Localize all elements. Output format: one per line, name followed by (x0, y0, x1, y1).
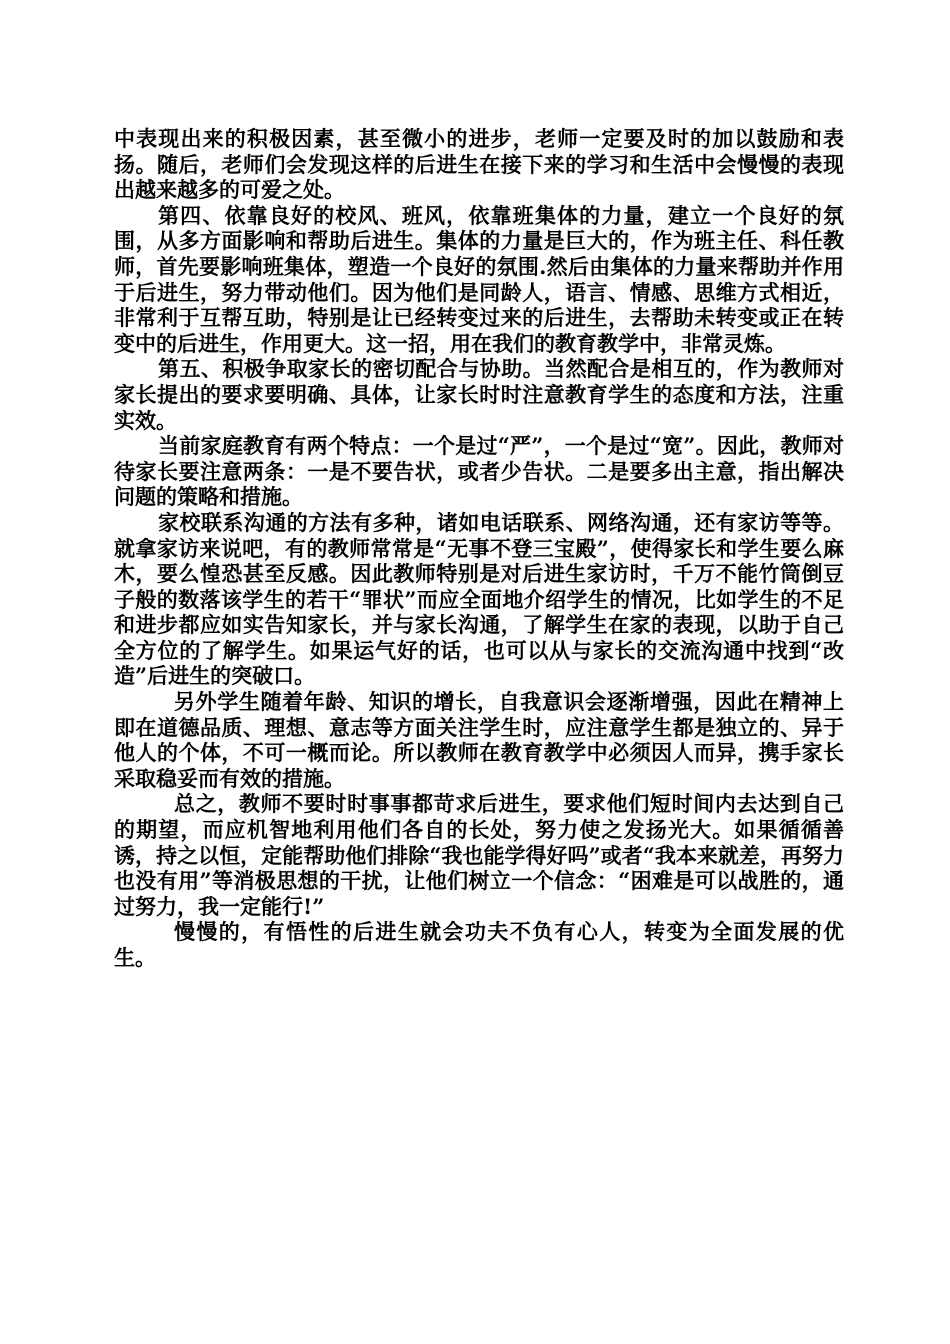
paragraph-family-education: 当前家庭教育有两个特点：一个是过“严”，一个是过“宽”。因此，教师对待家长要注意两条：一是不要告状，或者少告状。二是要多出主意，指出解决问题的策略和措施。 (114, 433, 844, 510)
paragraph-home-school-contact: 家校联系沟通的方法有多种，诸如电话联系、网络沟通，还有家访等等。就拿家访来说吧，有的教师常常是“无事不登三宝殿”，使得家长和学生要么麻木，要么惶恐甚至反感。因此教师特别是对后进生家访时，千万不能竹筒倒豆子般的数落该学生的若干“罪状”而应全面地介绍学生的情况，比如学生的不足和进步都应如实告知家长，并与家长沟通，了解学生在家的表现，以助于自己全方位的了解学生。如果运气好的话，也可以从与家长的交流沟通中找到“改造”后进生的突破口。 (114, 509, 844, 689)
paragraph-conclusion: 慢慢的，有悟性的后进生就会功夫不负有心人，转变为全面发展的优生。 (114, 919, 844, 970)
paragraph-summary: 总之，教师不要时时事事都苛求后进生，要求他们短时间内去达到自己的期望，而应机智地利用他们各自的长处，努力使之发扬光大。如果循循善诱，持之以恒，定能帮助他们排除“我也能学得好吗”或者“我本来就差，再努力也没有用”等消极思想的干扰，让他们树立一个信念：“困难是可以战胜的，通过努力，我一定能行!” (114, 791, 844, 919)
paragraph-continuation: 中表现出来的积极因素，甚至微小的进步，老师一定要及时的加以鼓励和表扬。随后，老师们会发现这样的后进生在接下来的学习和生活中会慢慢的表现出越来越多的可爱之处。 (114, 126, 844, 203)
paragraph-fourth-point: 第四、依靠良好的校风、班风，依靠班集体的力量，建立一个良好的氛围，从多方面影响和帮助后进生。集体的力量是巨大的，作为班主任、科任教师，首先要影响班集体，塑造一个良好的氛围.然后由集体的力量来帮助并作用于后进生，努力带动他们。因为他们是同龄人，语言、情感、思维方式相近，非常利于互帮互助，特别是让已经转变过来的后进生，去帮助未转变或正在转变中的后进生，作用更大。这一招，用在我们的教育教学中，非常灵炼。 (114, 202, 844, 356)
paragraph-self-awareness: 另外学生随着年龄、知识的增长，自我意识会逐渐增强，因此在精神上即在道德品质、理想、意志等方面关注学生时，应注意学生都是独立的、异于他人的个体，不可一概而论。所以教师在教育教学中必须因人而异，携手家长采取稳妥而有效的措施。 (114, 689, 844, 791)
document-body (114, 126, 844, 971)
paragraph-fifth-point: 第五、积极争取家长的密切配合与协助。当然配合是相互的，作为教师对家长提出的要求要明确、具体，让家长时时注意教育学生的态度和方法，注重实效。 (114, 356, 844, 433)
